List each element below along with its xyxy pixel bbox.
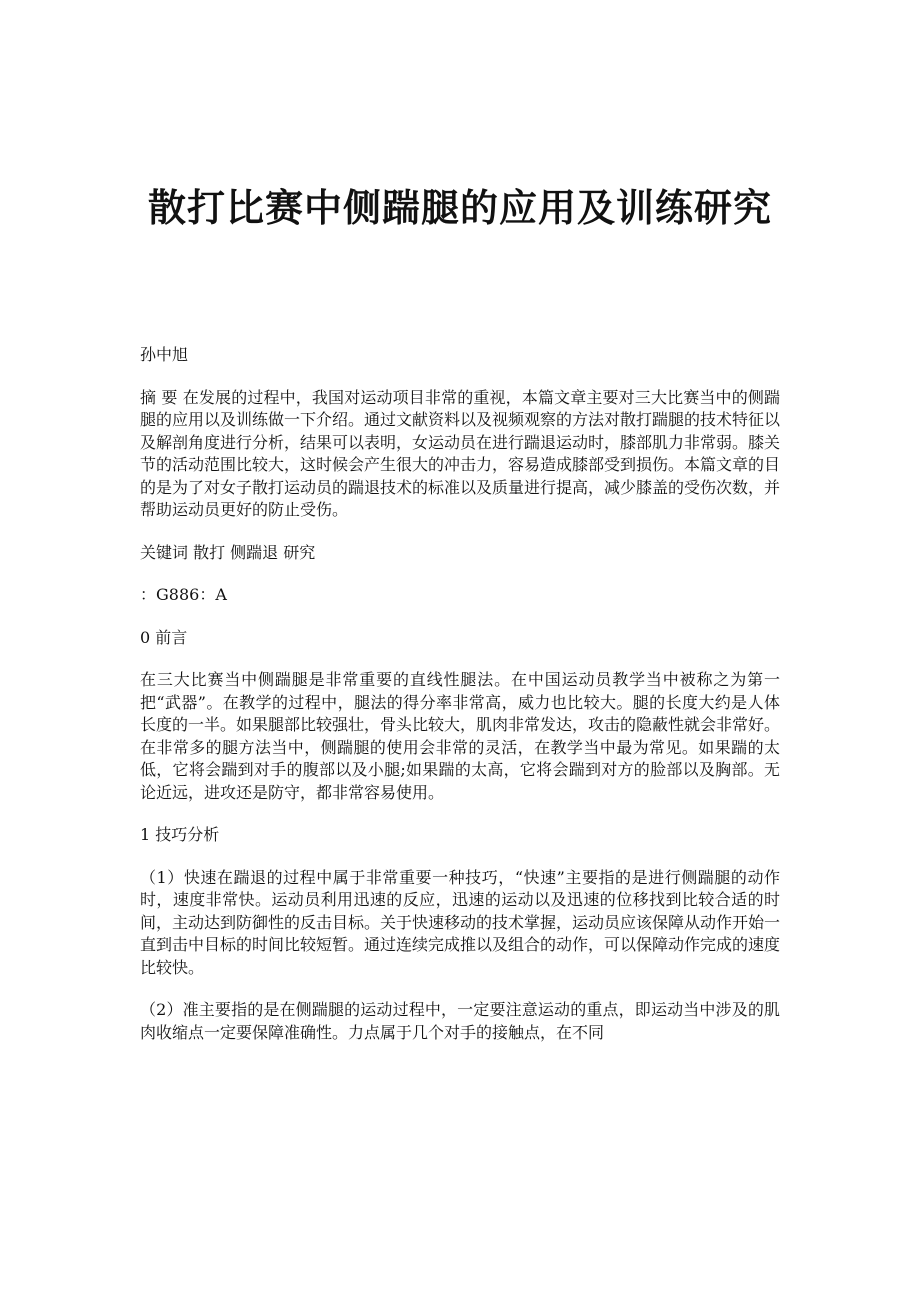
paper-body bbox=[140, 344, 780, 1064]
keywords-line: 关键词 散打 侧踹退 研究 bbox=[140, 542, 316, 562]
abstract-paragraph: 摘 要 在发展的过程中，我国对运动项目非常的重视，本篇文章主要对三大比赛当中的侧踹腿的应用以及训练做一下介绍。通过文献资料以及视频观察的方法对散打踹腿的技术特征以及解剖角度进行分析，结果可以表明，女运动员在进行踹退运动时，膝部肌力非常弱。膝关节的活动范围比较大，这时候会产生很大的冲击力，容易造成膝部受到损伤。本篇文章的目的是为了对女子散打运动员的踹退技术的标准以及质量进行提高，减少膝盖的受伤次数，并帮助运动员更好的防止受伤。 bbox=[140, 387, 781, 519]
author-name: 孙中旭 bbox=[140, 345, 189, 364]
section-1-heading: 1 技巧分析 bbox=[140, 825, 220, 844]
classification-line: ：G886：A bbox=[140, 585, 227, 604]
section-1-item-2: （2）准主要指的是在侧踹腿的运动过程中，一定要注意运动的重点，即运动当中涉及的肌肉收缩点一定要保障准确性。力点属于几个对手的接触点，在不同 bbox=[140, 1000, 780, 1042]
section-0-paragraph: 在三大比赛当中侧踹腿是非常重要的直线性腿法。在中国运动员教学当中被称之为第一把“武器”。在教学的过程中，腿法的得分率非常高，威力也比较大。腿的长度大约是人体长度的一半。如果腿部比较强壮，骨头比较大，肌肉非常发达，攻击的隐蔽性就会非常好。在非常多的腿方法当中，侧踹腿的使用会非常的灵活，在教学当中最为常见。如果踹的太低，它将会踹到对手的腹部以及小腿;如果踹的太高，它将会踹到对方的脸部以及胸部。无论近远，进攻还是防守，都非常容易使用。 bbox=[140, 670, 781, 802]
section-1-item-1: （1）快速在踹退的过程中属于非常重要一种技巧，“快速”主要指的是进行侧踹腿的动作时，速度非常快。运动员利用迅速的反应，迅速的运动以及迅速的位移找到比较合适的时间，主动达到防御性的反击目标。关于快速移动的技术掌握，运动员应该保障从动作开始一直到击中目标的时间比较短暂。通过连续完成推以及组合的动作，可以保障动作完成的速度比较快。 bbox=[140, 867, 781, 977]
section-0-heading: 0 前言 bbox=[140, 627, 188, 647]
paper-title: 散打比赛中侧踹腿的应用及训练研究 bbox=[147, 185, 772, 230]
